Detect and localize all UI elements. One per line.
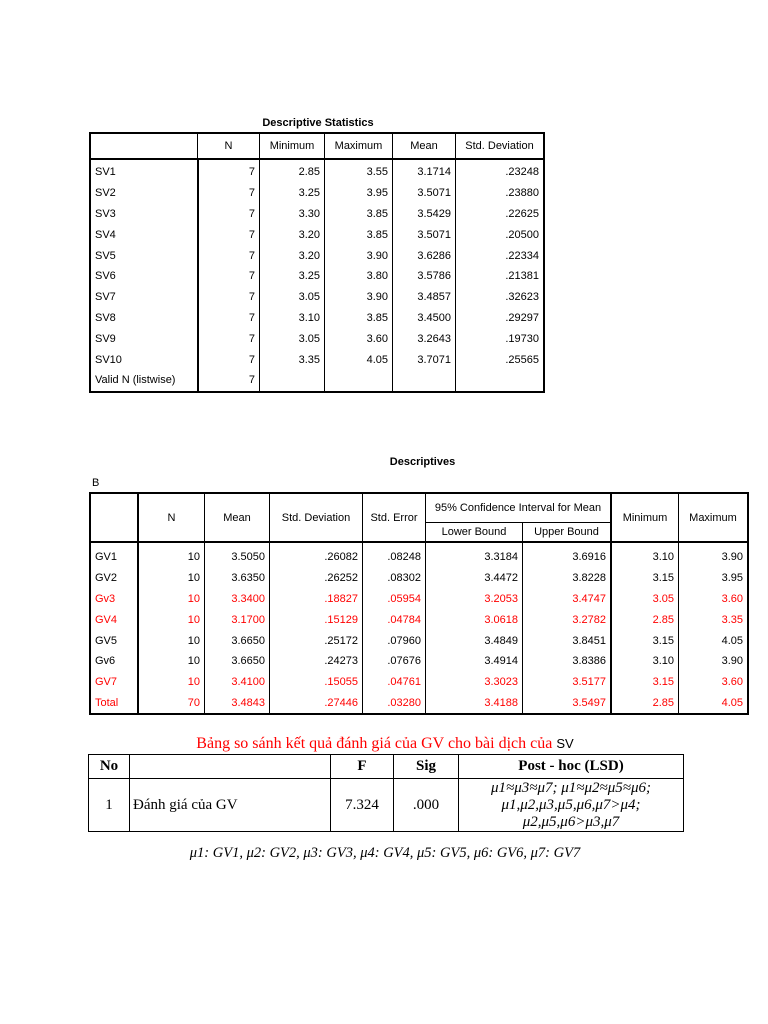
cell-mean: 3.3400 [205, 589, 270, 610]
table-row [90, 370, 544, 392]
cell-max: 3.80 [325, 266, 393, 287]
cell-n: 10 [187, 613, 200, 626]
cell-sd: .23880 [456, 183, 545, 204]
cell-min: 3.25 [260, 183, 325, 204]
cell-max: 3.95 [325, 183, 393, 204]
cell-max [325, 370, 393, 392]
cell-n: 10 [187, 572, 200, 585]
cell-se: .07960 [363, 630, 426, 651]
cell-max: 3.90 [679, 542, 749, 568]
cell-n: 7 [248, 353, 255, 366]
table-header-row [89, 755, 684, 779]
row-label: Gv6 [90, 651, 138, 672]
cell-upper: 3.4747 [523, 589, 612, 610]
cell-n: 7 [248, 291, 255, 304]
table-row [90, 245, 544, 266]
descriptives-title: Descriptives [389, 456, 456, 468]
cell-n: 10 [187, 634, 200, 647]
cell-min: 3.05 [260, 328, 325, 349]
table-row [90, 204, 544, 225]
comparison-title [88, 735, 682, 753]
row-label: SV2 [90, 183, 198, 204]
cell-se: .08302 [363, 568, 426, 589]
table-row [90, 672, 748, 693]
cell-lower: 3.3023 [426, 672, 523, 693]
col-header-upper-bound: Upper Bound [523, 523, 612, 543]
cell-mean: 3.6650 [205, 630, 270, 651]
cell-lower: 3.4472 [426, 568, 523, 589]
cell-min: 2.85 [611, 609, 679, 630]
cell-se: .08248 [363, 542, 426, 568]
row-label: SV3 [90, 204, 198, 225]
cell-upper: 3.8451 [523, 630, 612, 651]
cell-max: 3.85 [325, 224, 393, 245]
col-header-minimum: Minimum [611, 493, 679, 542]
row-label: SV4 [90, 224, 198, 245]
col-header-n: N [198, 133, 260, 159]
cell-max: 3.60 [679, 672, 749, 693]
cell-mean: 3.6350 [205, 568, 270, 589]
cell-max: 3.85 [325, 204, 393, 225]
row-label: SV8 [90, 308, 198, 329]
posthoc-line: μ1,μ2,μ3,μ5,μ6,μ7>μ4; [501, 796, 641, 813]
comparison-title-text: Bảng so sánh kết quả đánh giá của GV cho bài dịch của [196, 735, 553, 752]
col-header-posthoc: Post - hoc (LSD) [459, 755, 684, 779]
table-row [90, 651, 748, 672]
cell-sd: .26082 [270, 542, 363, 568]
table-row [90, 630, 748, 651]
variable-label: B [92, 477, 100, 489]
col-header-mean: Mean [393, 133, 456, 159]
col-header-maximum: Maximum [325, 133, 393, 159]
col-header-std-deviation: Std. Deviation [456, 133, 545, 159]
col-header-std-deviation: Std. Deviation [270, 493, 363, 542]
cell-se: .07676 [363, 651, 426, 672]
table-row [90, 224, 544, 245]
cell-mean: 3.5071 [393, 183, 456, 204]
cell-max: 3.90 [679, 651, 749, 672]
cell-sd: .22334 [456, 245, 545, 266]
cell-se: .05954 [363, 589, 426, 610]
table-row [90, 609, 748, 630]
cell-sd: .25172 [270, 630, 363, 651]
cell-upper: 3.2782 [523, 609, 612, 630]
table-row [90, 542, 748, 568]
cell-mean: 3.1714 [393, 159, 456, 183]
cell-sd: .21381 [456, 266, 545, 287]
row-label: SV1 [90, 159, 198, 183]
col-header-maximum: Maximum [679, 493, 749, 542]
cell-min: 3.30 [260, 204, 325, 225]
cell-lower: 3.2053 [426, 589, 523, 610]
descriptives-table [89, 492, 749, 715]
cell-posthoc [459, 779, 684, 832]
table-row [90, 183, 544, 204]
cell-min: 3.05 [611, 589, 679, 610]
cell-max: 3.35 [679, 609, 749, 630]
cell-sd: .22625 [456, 204, 545, 225]
cell-mean: 3.4857 [393, 287, 456, 308]
cell-mean: 3.4100 [205, 672, 270, 693]
cell-mean: 3.5786 [393, 266, 456, 287]
cell-min: 3.20 [260, 224, 325, 245]
cell-lower: 3.4849 [426, 630, 523, 651]
comparison-table [88, 754, 684, 832]
cell-n: 7 [248, 228, 255, 241]
cell-upper: 3.8228 [523, 568, 612, 589]
row-label: GV1 [90, 542, 138, 568]
descriptive-statistics-body [90, 159, 544, 392]
cell-upper: 3.6916 [523, 542, 612, 568]
cell-n: 7 [248, 332, 255, 345]
table-row [90, 328, 544, 349]
col-header-criterion [130, 755, 331, 779]
cell-min: 3.15 [611, 568, 679, 589]
col-header-mean: Mean [205, 493, 270, 542]
cell-min: 2.85 [260, 159, 325, 183]
col-header-minimum: Minimum [260, 133, 325, 159]
cell-se: .04784 [363, 609, 426, 630]
cell-sd: .29297 [456, 308, 545, 329]
cell-se: .03280 [363, 693, 426, 715]
cell-mean: 3.6650 [205, 651, 270, 672]
table-row [90, 349, 544, 370]
cell-sd: .23248 [456, 159, 545, 183]
table-row [90, 287, 544, 308]
row-label: SV5 [90, 245, 198, 266]
table-row [90, 159, 544, 183]
cell-min: 2.85 [611, 693, 679, 715]
cell-min: 3.10 [260, 308, 325, 329]
descriptive-statistics-title: Descriptive Statistics [262, 117, 374, 129]
cell-n: 10 [187, 676, 200, 689]
cell-f: 7.324 [331, 779, 394, 832]
cell-sd: .15129 [270, 609, 363, 630]
table-header-row [90, 493, 748, 523]
cell-sig: .000 [394, 779, 459, 832]
cell-upper: 3.5177 [523, 672, 612, 693]
cell-mean: 3.7071 [393, 349, 456, 370]
col-header-sig: Sig [394, 755, 459, 779]
cell-sd: .24273 [270, 651, 363, 672]
cell-mean: 3.6286 [393, 245, 456, 266]
cell-min [260, 370, 325, 392]
cell-max: 3.60 [325, 328, 393, 349]
row-label: SV7 [90, 287, 198, 308]
table-row [90, 693, 748, 715]
cell-sd: .25565 [456, 349, 545, 370]
cell-n: 7 [248, 270, 255, 283]
col-header-no: No [89, 755, 130, 779]
cell-min: 3.15 [611, 672, 679, 693]
row-label: Valid N (listwise) [90, 370, 198, 392]
table-row [90, 308, 544, 329]
cell-n: 10 [187, 592, 200, 605]
cell-min: 3.15 [611, 630, 679, 651]
cell-n: 7 [248, 249, 255, 262]
cell-mean: 3.5429 [393, 204, 456, 225]
cell-mean: 3.5071 [393, 224, 456, 245]
row-label: GV2 [90, 568, 138, 589]
table-row [90, 568, 748, 589]
cell-mean: 3.4843 [205, 693, 270, 715]
table-row [89, 779, 684, 832]
cell-sd: .26252 [270, 568, 363, 589]
row-label: SV10 [90, 349, 198, 370]
cell-mean: 3.5050 [205, 542, 270, 568]
cell-min: 3.05 [260, 287, 325, 308]
cell-n: 7 [248, 166, 255, 179]
row-label: Gv3 [90, 589, 138, 610]
cell-min: 3.20 [260, 245, 325, 266]
cell-sd: .15055 [270, 672, 363, 693]
cell-max: 4.05 [679, 630, 749, 651]
cell-n: 10 [187, 655, 200, 668]
cell-upper: 3.8386 [523, 651, 612, 672]
table-row [90, 589, 748, 610]
posthoc-line: μ1≈μ3≈μ7; μ1≈μ2≈μ5≈μ6; [490, 779, 652, 796]
cell-n: 70 [187, 696, 200, 709]
table-header-row [90, 133, 544, 159]
cell-max: 3.60 [679, 589, 749, 610]
cell-lower: 3.0618 [426, 609, 523, 630]
cell-lower: 3.4914 [426, 651, 523, 672]
cell-lower: 3.4188 [426, 693, 523, 715]
cell-max: 3.95 [679, 568, 749, 589]
cell-min: 3.35 [260, 349, 325, 370]
cell-max: 3.85 [325, 308, 393, 329]
cell-sd: .27446 [270, 693, 363, 715]
row-label: SV6 [90, 266, 198, 287]
cell-max: 4.05 [325, 349, 393, 370]
cell-se: .04761 [363, 672, 426, 693]
mu-legend: μ1: GV1, μ2: GV2, μ3: GV3, μ4: GV4, μ5: GV5, μ6: GV6, μ7: GV7 [189, 845, 581, 861]
cell-sd [456, 370, 545, 392]
header-corner [90, 133, 198, 159]
row-label: Total [90, 693, 138, 715]
col-header-confidence-interval: 95% Confidence Interval for Mean [426, 493, 612, 523]
cell-mean: 3.4500 [393, 308, 456, 329]
cell-n: 7 [248, 207, 255, 220]
cell-upper: 3.5497 [523, 693, 612, 715]
cell-max: 3.90 [325, 287, 393, 308]
descriptives-body [90, 542, 748, 714]
col-header-std-error: Std. Error [363, 493, 426, 542]
table-row [90, 266, 544, 287]
cell-n: 7 [248, 374, 255, 387]
cell-mean [393, 370, 456, 392]
cell-min: 3.25 [260, 266, 325, 287]
cell-sd: .32623 [456, 287, 545, 308]
row-label: GV7 [90, 672, 138, 693]
cell-sd: .20500 [456, 224, 545, 245]
cell-max: 4.05 [679, 693, 749, 715]
cell-max: 3.90 [325, 245, 393, 266]
row-label: GV5 [90, 630, 138, 651]
cell-min: 3.10 [611, 542, 679, 568]
cell-sd: .18827 [270, 589, 363, 610]
comparison-title-suffix: SV [556, 736, 574, 751]
col-header-lower-bound: Lower Bound [426, 523, 523, 543]
cell-no: 1 [89, 779, 130, 832]
descriptive-statistics-table [89, 132, 545, 393]
col-header-n: N [138, 493, 205, 542]
cell-sd: .19730 [456, 328, 545, 349]
cell-mean: 3.1700 [205, 609, 270, 630]
cell-lower: 3.3184 [426, 542, 523, 568]
col-header-f: F [331, 755, 394, 779]
row-label: GV4 [90, 609, 138, 630]
cell-n: 10 [187, 551, 200, 564]
cell-n: 7 [248, 311, 255, 324]
cell-min: 3.10 [611, 651, 679, 672]
cell-criterion: Đánh giá của GV [130, 779, 331, 832]
header-corner [90, 493, 138, 542]
cell-n: 7 [248, 187, 255, 200]
cell-max: 3.55 [325, 159, 393, 183]
row-label: SV9 [90, 328, 198, 349]
cell-mean: 3.2643 [393, 328, 456, 349]
posthoc-line: μ2,μ5,μ6>μ3,μ7 [522, 813, 620, 830]
